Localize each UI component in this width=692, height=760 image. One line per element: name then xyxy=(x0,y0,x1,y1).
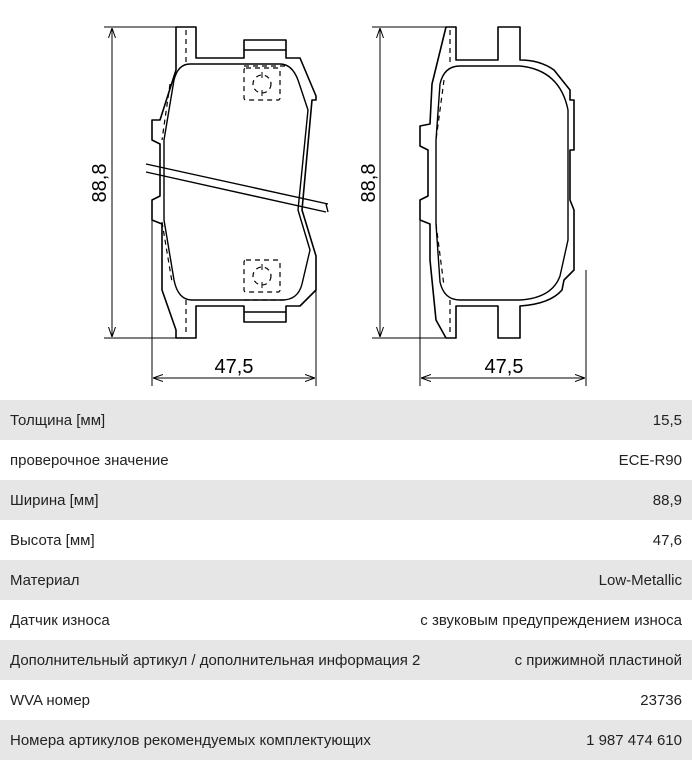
specs-table xyxy=(0,400,692,760)
spec-label: Высота [мм] xyxy=(10,531,95,549)
spec-row-thickness xyxy=(0,400,692,440)
spec-value: 1 987 474 610 xyxy=(586,731,682,749)
spec-row-wva-number xyxy=(0,680,692,720)
spec-label: проверочное значение xyxy=(10,451,169,469)
left-pad xyxy=(146,27,328,338)
left-pad-friction-material xyxy=(164,64,310,300)
spec-value: 88,9 xyxy=(652,491,682,509)
spec-value: с прижимной пластиной xyxy=(514,651,682,669)
spec-value: с звуковым предупреждением износа xyxy=(420,611,682,629)
left-pad-width-label: 47,5 xyxy=(214,356,254,378)
right-pad-height-label: 88,8 xyxy=(358,163,380,203)
left-pad-height-label: 88,8 xyxy=(89,163,111,203)
spec-value: 23736 xyxy=(640,691,682,709)
right-pad-friction-material xyxy=(436,66,568,300)
spec-label: Датчик износа xyxy=(10,611,110,629)
spec-label: Материал xyxy=(10,571,80,589)
left-pad-hidden-lines xyxy=(162,30,286,336)
spec-row-wear-sensor xyxy=(0,600,692,640)
spec-row-width xyxy=(0,480,692,520)
spec-label: Номера артикулов рекомендуемых комплектующих xyxy=(10,731,371,749)
spec-row-test-value xyxy=(0,440,692,480)
spec-label: Ширина [мм] xyxy=(10,491,99,509)
spec-row-recommended-parts xyxy=(0,720,692,760)
spec-value: 15,5 xyxy=(652,411,682,429)
spec-label: WVA номер xyxy=(10,691,91,709)
spec-value: 47,6 xyxy=(652,531,682,549)
left-pad-height-dimension xyxy=(104,27,178,338)
right-pad-width-label: 47,5 xyxy=(484,356,524,378)
spec-label: Толщина [мм] xyxy=(10,411,106,429)
spec-label: Дополнительный артикул / дополнительная информация 2 xyxy=(10,651,421,669)
spec-row-additional-info xyxy=(0,640,692,680)
spec-row-height xyxy=(0,520,692,560)
spec-row-material xyxy=(0,560,692,600)
spec-value: Low-Metallic xyxy=(598,571,682,589)
spec-value: ECE-R90 xyxy=(618,451,682,469)
right-pad xyxy=(420,27,574,338)
